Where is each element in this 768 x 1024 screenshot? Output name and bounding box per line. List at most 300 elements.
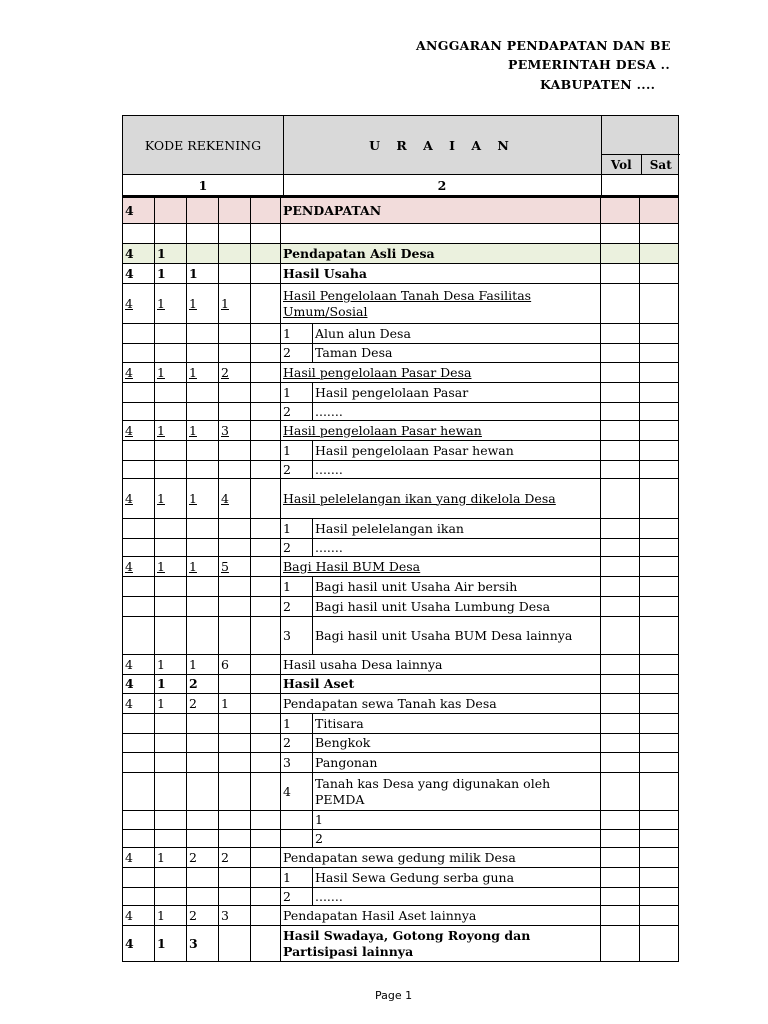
sub-item-number: 2 (281, 888, 313, 906)
code-cell: 1 (155, 284, 187, 324)
vol-cell (601, 926, 640, 962)
sub-item-number: 1 (281, 519, 313, 539)
code-cell: 1 (187, 557, 219, 577)
sub-item-number: 1 (281, 868, 313, 888)
code-cell: 3 (219, 421, 251, 441)
code-cell (219, 753, 251, 773)
code-cell (187, 198, 219, 224)
vol-cell (601, 868, 640, 888)
account-description: Hasil pengelolaan Pasar Desa (281, 363, 601, 383)
code-cell (123, 773, 155, 811)
account-table (122, 197, 679, 962)
code-cell: 4 (123, 198, 155, 224)
table-row (123, 617, 679, 655)
sat-cell (640, 421, 679, 441)
table-row (123, 224, 679, 244)
code-cell: 1 (187, 479, 219, 519)
code-cell: 1 (155, 421, 187, 441)
account-description: Bagi Hasil BUM Desa (281, 557, 601, 577)
code-cell (187, 403, 219, 421)
code-cell (155, 888, 187, 906)
code-cell (123, 383, 155, 403)
code-cell (155, 868, 187, 888)
sub-item-number: 1 (281, 324, 313, 344)
code-spacer-cell (251, 539, 281, 557)
code-cell (187, 577, 219, 597)
table-row (123, 753, 679, 773)
code-cell (123, 830, 155, 848)
code-cell (123, 597, 155, 617)
code-spacer-cell (251, 519, 281, 539)
code-cell (187, 461, 219, 479)
code-cell (219, 383, 251, 403)
vol-cell (601, 888, 640, 906)
account-description: Hasil Pengelolaan Tanah Desa Fasilitas Umum/Sosial (281, 284, 601, 324)
vol-cell (601, 461, 640, 479)
table-row (123, 383, 679, 403)
document-title-line-1: ANGGARAN PENDAPATAN DAN BE (416, 38, 671, 53)
sub-item-number (281, 811, 313, 830)
code-cell: 2 (219, 363, 251, 383)
table-row (123, 284, 679, 324)
code-cell: 4 (123, 926, 155, 962)
code-cell (219, 461, 251, 479)
code-cell: 1 (187, 264, 219, 284)
vol-cell (601, 344, 640, 363)
vol-cell (601, 714, 640, 734)
code-spacer-cell (251, 421, 281, 441)
code-spacer-cell (251, 773, 281, 811)
column-number-1: 1 (123, 175, 284, 195)
table-row (123, 597, 679, 617)
vol-cell (601, 597, 640, 617)
table-row (123, 868, 679, 888)
code-cell: 1 (155, 655, 187, 675)
code-cell (123, 224, 155, 244)
code-cell (219, 597, 251, 617)
vol-cell (601, 284, 640, 324)
code-cell (187, 224, 219, 244)
code-spacer-cell (251, 224, 281, 244)
sub-item-description: Hasil pengelolaan Pasar hewan (313, 441, 601, 461)
code-cell: 4 (123, 694, 155, 714)
sat-cell (640, 264, 679, 284)
table-row (123, 714, 679, 734)
code-cell (123, 539, 155, 557)
vol-cell (601, 734, 640, 753)
code-cell (219, 198, 251, 224)
code-cell (123, 403, 155, 421)
sub-item-description: Tanah kas Desa yang digunakan oleh PEMDA (313, 773, 601, 811)
sat-cell (640, 441, 679, 461)
table-row (123, 421, 679, 441)
sub-item-number: 3 (281, 753, 313, 773)
code-cell: 4 (123, 655, 155, 675)
sat-cell (640, 284, 679, 324)
sub-item-description: ....... (313, 888, 601, 906)
table-header (122, 115, 679, 174)
code-cell (155, 324, 187, 344)
code-cell: 1 (155, 244, 187, 264)
code-cell (123, 441, 155, 461)
sat-cell (640, 773, 679, 811)
sub-item-description: Alun alun Desa (313, 324, 601, 344)
code-cell (123, 461, 155, 479)
code-cell: 4 (123, 557, 155, 577)
code-cell (155, 383, 187, 403)
code-cell: 4 (219, 479, 251, 519)
code-cell (187, 734, 219, 753)
code-cell (187, 244, 219, 264)
sub-item-description: Bengkok (313, 734, 601, 753)
code-cell (219, 714, 251, 734)
code-spacer-cell (251, 198, 281, 224)
sub-item-description: Bagi hasil unit Usaha Lumbung Desa (313, 597, 601, 617)
code-cell (187, 539, 219, 557)
vol-cell (601, 421, 640, 441)
code-spacer-cell (251, 694, 281, 714)
code-cell: 1 (155, 363, 187, 383)
vol-cell (601, 403, 640, 421)
table-row (123, 479, 679, 519)
code-cell (155, 539, 187, 557)
code-spacer-cell (251, 868, 281, 888)
sat-cell (640, 519, 679, 539)
sub-item-description: Taman Desa (313, 344, 601, 363)
code-spacer-cell (251, 479, 281, 519)
account-description: Hasil Usaha (281, 264, 601, 284)
code-cell: 4 (123, 675, 155, 694)
table-row (123, 734, 679, 753)
vol-cell (601, 617, 640, 655)
code-cell: 5 (219, 557, 251, 577)
code-cell: 4 (123, 479, 155, 519)
sub-item-description: 2 (313, 830, 601, 848)
sat-cell (640, 479, 679, 519)
account-description: Hasil Aset (281, 675, 601, 694)
code-cell: 1 (155, 906, 187, 926)
sat-cell (640, 926, 679, 962)
code-spacer-cell (251, 734, 281, 753)
code-cell (123, 888, 155, 906)
sub-item-description: Bagi hasil unit Usaha Air bersih (313, 577, 601, 597)
code-cell: 3 (187, 926, 219, 962)
code-cell (123, 811, 155, 830)
vol-cell (601, 539, 640, 557)
sub-item-description: Pangonan (313, 753, 601, 773)
sub-item-description: Hasil Sewa Gedung serba guna (313, 868, 601, 888)
table-row (123, 461, 679, 479)
code-spacer-cell (251, 557, 281, 577)
table-row (123, 198, 679, 224)
code-cell (155, 830, 187, 848)
sub-item-description: ....... (313, 403, 601, 421)
kode-rekening-header: KODE REKENING (123, 116, 284, 174)
sat-cell (640, 383, 679, 403)
document-title-line-2: PEMERINTAH DESA .. (508, 57, 670, 72)
code-cell (155, 519, 187, 539)
sub-item-number: 3 (281, 617, 313, 655)
sat-cell (640, 403, 679, 421)
table-row (123, 577, 679, 597)
code-cell (219, 224, 251, 244)
table-row (123, 363, 679, 383)
sub-item-description: Bagi hasil unit Usaha BUM Desa lainnya (313, 617, 601, 655)
sub-item-description: ....... (313, 539, 601, 557)
code-cell (155, 753, 187, 773)
account-description: Pendapatan Asli Desa (281, 244, 601, 264)
table-row (123, 519, 679, 539)
code-cell: 3 (219, 906, 251, 926)
code-cell (123, 617, 155, 655)
code-spacer-cell (251, 617, 281, 655)
sub-item-number: 1 (281, 714, 313, 734)
code-cell (219, 539, 251, 557)
code-cell: 4 (123, 848, 155, 868)
code-cell (187, 773, 219, 811)
vol-header: Vol (602, 155, 642, 175)
code-spacer-cell (251, 461, 281, 479)
code-cell: 1 (187, 284, 219, 324)
sat-cell (640, 675, 679, 694)
vol-cell (601, 830, 640, 848)
code-cell (187, 888, 219, 906)
code-cell (155, 597, 187, 617)
code-cell (219, 734, 251, 753)
sub-item-number (281, 830, 313, 848)
code-cell (187, 617, 219, 655)
code-spacer-cell (251, 714, 281, 734)
sat-cell (640, 694, 679, 714)
code-cell (123, 577, 155, 597)
column-number-2: 2 (283, 175, 602, 195)
volume-unit-subheader (602, 154, 680, 175)
sub-item-number: 2 (281, 461, 313, 479)
code-cell (155, 714, 187, 734)
sat-cell (640, 811, 679, 830)
sat-cell (640, 363, 679, 383)
table-row (123, 926, 679, 962)
code-cell: 2 (187, 906, 219, 926)
code-cell (219, 519, 251, 539)
code-cell (187, 830, 219, 848)
sat-cell (640, 244, 679, 264)
code-cell: 4 (123, 906, 155, 926)
sub-item-description: Hasil pengelolaan Pasar (313, 383, 601, 403)
code-cell: 4 (123, 363, 155, 383)
code-cell: 4 (123, 421, 155, 441)
sub-item-number: 1 (281, 577, 313, 597)
code-cell (187, 597, 219, 617)
code-cell: 1 (219, 694, 251, 714)
code-spacer-cell (251, 577, 281, 597)
sat-cell (640, 655, 679, 675)
vol-cell (601, 441, 640, 461)
budget-sheet (122, 115, 679, 962)
code-cell: 2 (187, 675, 219, 694)
code-cell (219, 344, 251, 363)
code-cell (219, 264, 251, 284)
code-spacer-cell (251, 597, 281, 617)
code-cell (187, 324, 219, 344)
table-row (123, 557, 679, 577)
code-cell: 1 (187, 655, 219, 675)
sat-cell (640, 224, 679, 244)
code-spacer-cell (251, 363, 281, 383)
table-row (123, 830, 679, 848)
sat-cell (640, 830, 679, 848)
sat-cell (640, 617, 679, 655)
account-description: PENDAPATAN (281, 198, 601, 224)
sat-cell (640, 461, 679, 479)
vol-cell (601, 773, 640, 811)
vol-cell (601, 694, 640, 714)
code-cell (155, 577, 187, 597)
sat-cell (640, 848, 679, 868)
code-cell (219, 244, 251, 264)
code-cell (219, 675, 251, 694)
code-cell (187, 383, 219, 403)
sub-item-number: 1 (281, 441, 313, 461)
code-cell: 1 (155, 926, 187, 962)
vol-cell (601, 577, 640, 597)
code-cell (123, 868, 155, 888)
table-row (123, 906, 679, 926)
sat-cell (640, 906, 679, 926)
vol-cell (601, 244, 640, 264)
code-cell (187, 441, 219, 461)
sub-item-number: 1 (281, 383, 313, 403)
code-spacer-cell (251, 441, 281, 461)
code-spacer-cell (251, 675, 281, 694)
sat-cell (640, 888, 679, 906)
code-cell (155, 441, 187, 461)
code-cell (219, 441, 251, 461)
vol-cell (601, 363, 640, 383)
table-row (123, 655, 679, 675)
code-spacer-cell (251, 383, 281, 403)
table-row (123, 811, 679, 830)
code-cell (187, 344, 219, 363)
vol-cell (601, 324, 640, 344)
account-description: Hasil usaha Desa lainnya (281, 655, 601, 675)
code-spacer-cell (251, 753, 281, 773)
table-row (123, 324, 679, 344)
code-cell (219, 926, 251, 962)
table-row (123, 848, 679, 868)
sat-cell (640, 734, 679, 753)
code-spacer-cell (251, 906, 281, 926)
sub-item-description: Titisara (313, 714, 601, 734)
page-number: Page 1 (375, 989, 413, 1002)
code-cell (219, 617, 251, 655)
code-cell (219, 324, 251, 344)
sat-cell (640, 539, 679, 557)
account-description: Pendapatan Hasil Aset lainnya (281, 906, 601, 926)
code-cell: 6 (219, 655, 251, 675)
table-row (123, 888, 679, 906)
code-cell (219, 830, 251, 848)
account-description: Pendapatan sewa gedung milik Desa (281, 848, 601, 868)
code-cell (155, 403, 187, 421)
table-row (123, 773, 679, 811)
code-cell (187, 714, 219, 734)
code-cell: 1 (155, 479, 187, 519)
code-cell (123, 753, 155, 773)
code-cell (155, 617, 187, 655)
vol-cell (601, 383, 640, 403)
table-row (123, 675, 679, 694)
code-cell (187, 811, 219, 830)
code-cell (219, 577, 251, 597)
vol-cell (601, 479, 640, 519)
sat-cell (640, 577, 679, 597)
code-cell (155, 344, 187, 363)
code-cell (219, 403, 251, 421)
code-cell: 1 (219, 284, 251, 324)
code-cell (219, 773, 251, 811)
code-cell (219, 868, 251, 888)
account-description: Hasil Swadaya, Gotong Royong dan Partisipasi lainnya (281, 926, 601, 962)
code-cell (155, 224, 187, 244)
code-spacer-cell (251, 324, 281, 344)
code-spacer-cell (251, 926, 281, 962)
sub-item-number: 2 (281, 597, 313, 617)
document-title-line-3: KABUPATEN .... (540, 77, 656, 92)
sat-cell (640, 324, 679, 344)
code-cell: 1 (155, 848, 187, 868)
sat-header: Sat (649, 158, 672, 172)
account-description: Pendapatan sewa Tanah kas Desa (281, 694, 601, 714)
vol-cell (601, 557, 640, 577)
vol-cell (601, 753, 640, 773)
vol-cell (601, 655, 640, 675)
code-cell (219, 888, 251, 906)
vol-cell (601, 848, 640, 868)
code-cell (123, 324, 155, 344)
vol-cell (601, 811, 640, 830)
vol-cell (601, 198, 640, 224)
code-cell (187, 868, 219, 888)
vol-cell (601, 519, 640, 539)
code-spacer-cell (251, 655, 281, 675)
code-cell: 4 (123, 284, 155, 324)
sub-item-description: 1 (313, 811, 601, 830)
sat-cell (640, 557, 679, 577)
code-spacer-cell (251, 264, 281, 284)
code-cell: 1 (155, 557, 187, 577)
sub-item-description: ....... (313, 461, 601, 479)
code-cell (155, 734, 187, 753)
sub-item-number: 2 (281, 344, 313, 363)
sat-cell (640, 597, 679, 617)
sub-item-number: 4 (281, 773, 313, 811)
vol-cell (601, 675, 640, 694)
code-cell: 4 (123, 264, 155, 284)
code-cell: 1 (155, 675, 187, 694)
sat-cell (640, 198, 679, 224)
sub-item-number: 2 (281, 403, 313, 421)
code-spacer-cell (251, 244, 281, 264)
account-description: Hasil pengelolaan Pasar hewan (281, 421, 601, 441)
code-cell: 2 (219, 848, 251, 868)
vol-cell (601, 264, 640, 284)
code-cell (187, 519, 219, 539)
code-cell: 2 (187, 694, 219, 714)
code-spacer-cell (251, 888, 281, 906)
code-cell (155, 773, 187, 811)
table-row (123, 694, 679, 714)
